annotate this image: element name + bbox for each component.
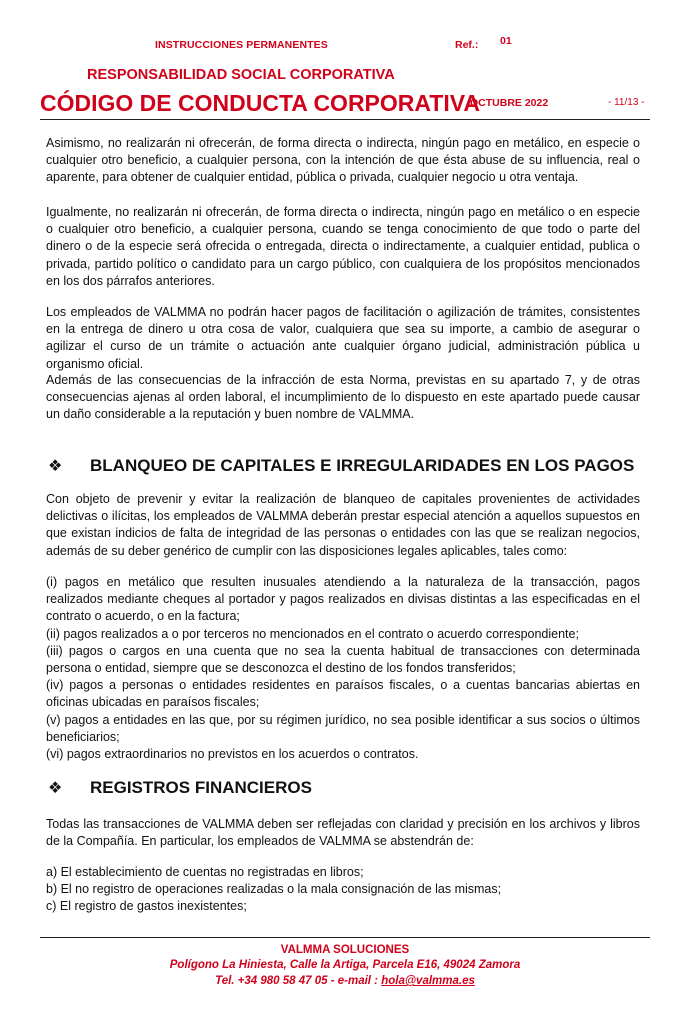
list-item: (v) pagos a entidades en las que, por su régimen jurídico, no sea posible identificar a sus socios o últimos beneficiarios;: [46, 712, 640, 744]
header-ref-value: 01: [500, 35, 512, 47]
footer-email-link[interactable]: hola@valmma.es: [381, 975, 475, 987]
list-item: a) El establecimiento de cuentas no registradas en libros;: [46, 865, 364, 879]
section-1-intro: Con objeto de prevenir y evitar la realización de blanqueo de capitales provenientes de actividades delictivas o ilícitas, los empleados de VALMMA deberán prestar especial atención a aquellos supuestos en que existan indicios de falta de integridad de las personas o entidades con las que se realizan negocios, además de su deber genérico de cumplir con las disposiciones legales aplicables, tales como:: [46, 492, 640, 558]
paragraph-4: Además de las consecuencias de la infracción de esta Norma, previstas en su apartado 7, y de otras consecuencias ajenas al orden laboral, el incumplimiento de lo dispuesto en este apartado puede causar un daño considerable a la reputación y buen nombre de VALMMA.: [46, 373, 640, 422]
footer-phone: Tel. +34 980 58 47 05 - e-mail :: [215, 975, 382, 987]
list-item: (ii) pagos realizados a o por terceros no mencionados en el contrato o acuerdo correspondiente;: [46, 626, 579, 641]
header-permanent-instructions: INSTRUCCIONES PERMANENTES: [155, 39, 328, 51]
section-title: REGISTROS FINANCIEROS: [90, 778, 312, 797]
section-heading-money-laundering: [46, 454, 646, 478]
footer-divider: [40, 937, 650, 938]
diamond-bullet-icon: ❖: [48, 780, 63, 797]
list-item: c) El registro de gastos inexistentes;: [46, 899, 247, 914]
paragraph-2: Igualmente, no realizarán ni ofrecerán, de forma directa o indirecta, ningún pago en metálico o en especie o cualquier otro beneficio, a cualquier persona, cuando se tenga conocimiento de que todo o parte del dinero o de la especie será ofrecida o entregada, directa o indirectamente, a cualquier entidad, publica o privada, partido político o candidato para un cargo público, con cualquiera de los propósitos mencionados en los dos párrafos anteriores.: [46, 205, 640, 288]
section-heading-financial-records: [46, 776, 646, 800]
page-title: CÓDIGO DE CONDUCTA CORPORATIVA: [40, 90, 480, 116]
section-2-intro: Todas las transacciones de VALMMA deben ser reflejadas con claridad y precisión en los archivos y libros de la Compañía. En particular, los empleados de VALMMA se abstendrán de:: [46, 817, 640, 849]
header-date: OCTUBRE 2022: [470, 97, 549, 109]
footer-company: VALMMA SOLUCIONES: [280, 944, 410, 956]
financial-records-list: [46, 864, 640, 916]
page-number: - 11/13 -: [608, 97, 645, 108]
header-ref-label: Ref.:: [455, 39, 479, 51]
list-item: (i) pagos en metálico que resulten inusuales atendiendo a la naturaleza de la transacción, pagos realizados mediante cheques al portador y pagos realizados en divisas distintas a las especificadas en el contrato o acuerdo, o en la factura;: [46, 575, 640, 624]
footer-address: Polígono La Hiniesta, Calle la Artiga, Parcela E16, 49024 Zamora: [169, 959, 521, 971]
header-subtitle: RESPONSABILIDAD SOCIAL CORPORATIVA: [87, 67, 395, 83]
diamond-bullet-icon: ❖: [48, 458, 63, 475]
payment-irregularities-list: [46, 574, 640, 763]
paragraph-1: Asimismo, no realizarán ni ofrecerán, de forma directa o indirecta, ningún pago en metálico, en especie o cualquier otro beneficio, a cualquier persona, con la intención de que ésta abuse de su influencia, real o aparente, para obtener de cualquier entidad, pública o privada, cualquier negocio u otra ventaja.: [46, 136, 640, 185]
list-item: (iii) pagos o cargos en una cuenta que no sea la cuenta habitual de transacciones con determinada persona o entidad, siempre que se desconozca el destino de los fondos transferidos;: [46, 643, 640, 676]
list-item: b) El no registro de operaciones realizadas o la mala consignación de las mismas;: [46, 882, 502, 897]
section-title: BLANQUEO DE CAPITALES E IRREGULARIDADES EN LOS PAGOS: [90, 456, 635, 475]
footer-contact: [0, 975, 690, 987]
header-divider: [40, 119, 650, 120]
list-item: (vi) pagos extraordinarios no previstos en los acuerdos o contratos.: [46, 747, 419, 762]
list-item: (iv) pagos a personas o entidades residentes en paraísos fiscales, o a cuentas bancarias abiertas en oficinas ubicadas en paraísos fiscales;: [46, 678, 640, 710]
paragraph-3: Los empleados de VALMMA no podrán hacer pagos de facilitación o agilización de trámites, consistentes en la entrega de dinero u otra cosa de valor, cualquiera que sea su importe, a cambio de asegurar o agilizar el curso de un trámite o actuación ante cualquier órgano judicial, administración pública u organismo oficial.: [46, 305, 640, 371]
